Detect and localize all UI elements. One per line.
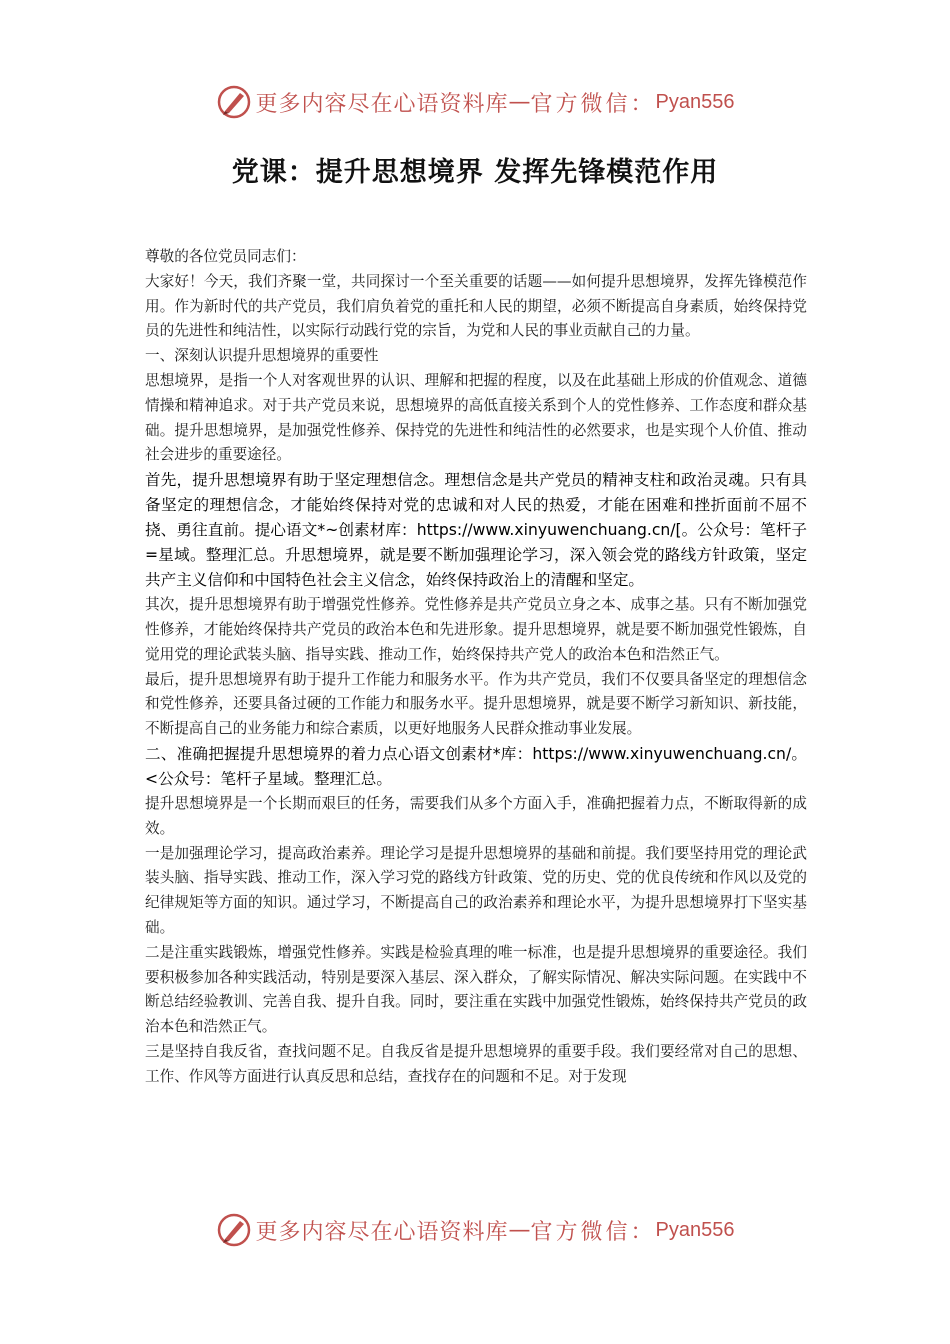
document-title: 党课：提升思想境界 发挥先锋模范作用 — [231, 157, 719, 188]
paragraph: 思想境界，是指一个人对客观世界的认识、理解和把握的程度，以及在此基础上形成的价值观念、道德情操和精神追求。对于共产党员来说，思想境界的高低直接关系到个人的党性修养、工作态度和群众基础。提升思想境界，是加强党性修养、保持党的先进性和纯洁性的必然要求，也是实现个人价值、推动社会进步的重要途径。 — [145, 371, 807, 464]
paragraph: 其次，提升思想境界有助于增强党性修养。党性修养是共产党员立身之本、成事之基。只有不断加强党性修养，才能始终保持共产党员的政治本色和先进形象。提升思想境界，就是要不断加强党性锻炼，自觉用党的理论武装头脑、指导实践、推动工作，始终保持共产党人的政治本色和浩然正气。 — [145, 596, 807, 663]
greeting: 尊敬的各位党员同志们： — [145, 248, 306, 265]
banner-wechat-id: Pyan556 — [655, 90, 735, 113]
banner-separator: — — [508, 89, 531, 115]
banner-wechat-id: Pyan556 — [655, 1218, 735, 1241]
pen-logo-icon — [216, 1212, 252, 1248]
paragraph: 二是注重实践锻炼，增强党性修养。实践是检验真理的唯一标准，也是提升思想境界的重要途径。我们要积极参加各种实践活动，特别是要深入基层、深入群众，了解实际情况、解决实际问题。在实践中不断总结经验教训、完善自我、提升自我。同时，要注重在实践中加强党性锻炼，始终保持共产党员的政治本色和浩然正气。 — [145, 943, 807, 1036]
section-heading-2: 二、准确把握提升思想境界的着力点心语文创素材*库：https://www.xinyuwenchuang.cn/。<公众号：笔杆子星域。整理汇总。 — [145, 744, 807, 788]
section-heading-1: 一、深刻认识提升思想境界的重要性 — [145, 347, 379, 365]
paragraph: 最后，提升思想境界有助于提升工作能力和服务水平。作为共产党员，我们不仅要具备坚定的理想信念和党性修养，还要具备过硬的工作能力和服务水平。提升思想境界，就是要不断学习新知识、新技能，不断提高自己的业务能力和综合素质，以更好地服务人民群众推动事业发展。 — [145, 670, 807, 738]
paragraph: 一是加强理论学习，提高政治素养。理论学习是提升思想境界的基础和前提。我们要坚持用党的理论武装头脑、指导实践、推动工作，深入学习党的路线方针政策、党的历史、党的优良传统和作风以及党的纪律规矩等方面的知识。通过学习，不断提高自己的政治素养和理论水平，为提升思想境界打下坚实基础。 — [145, 844, 807, 936]
banner-text: 更多内容尽在心语资料库 — [255, 91, 509, 117]
document-body — [145, 245, 807, 1090]
banner-text: 更多内容尽在心语资料库 — [255, 1219, 509, 1245]
paragraph: 三是坚持自我反省，查找问题不足。自我反省是提升思想境界的重要手段。我们要经常对自己的思想、工作、作风等方面进行认真反思和总结，查找存在的问题和不足。对于发现 — [145, 1042, 807, 1085]
paragraph: 提升思想境界是一个长期而艰巨的任务，需要我们从多个方面入手，准确把握着力点，不断取得新的成效。 — [145, 794, 807, 837]
pen-logo-icon — [216, 84, 252, 120]
banner-wechat-label: 官方微信： — [530, 1219, 656, 1245]
banner-wechat-label: 官方微信： — [530, 91, 656, 117]
footer-banner — [0, 1210, 950, 1250]
paragraph-watermarked: 首先，提升思想境界有助于坚定理想信念。理想信念是共产党员的精神支柱和政治灵魂。只有具备坚定的理想信念，才能始终保持对党的忠诚和对人民的热爱，才能在困难和挫折面前不屈不挠、勇往直前。提心语文*~创素材库：https://www.xinyuwenchuang.cn/[。公众号：笔杆子=星域。整理汇总。升思想境界，就是要不断加强理论学习，深入领会党的路线方针政策，坚定共产主义信仰和中国特色社会主义信念，始终保持政治上的清醒和坚定。 — [145, 471, 807, 590]
banner-separator: — — [508, 1217, 531, 1243]
header-banner — [0, 82, 950, 122]
paragraph-intro: 大家好！今天，我们齐聚一堂，共同探讨一个至关重要的话题——如何提升思想境界，发挥先锋模范作用。作为新时代的共产党员，我们肩负着党的重托和人民的期望，必须不断提高自身素质，始终保持党员的先进性和纯洁性，以实际行动践行党的宗旨，为党和人民的事业贡献自己的力量。 — [145, 272, 807, 340]
